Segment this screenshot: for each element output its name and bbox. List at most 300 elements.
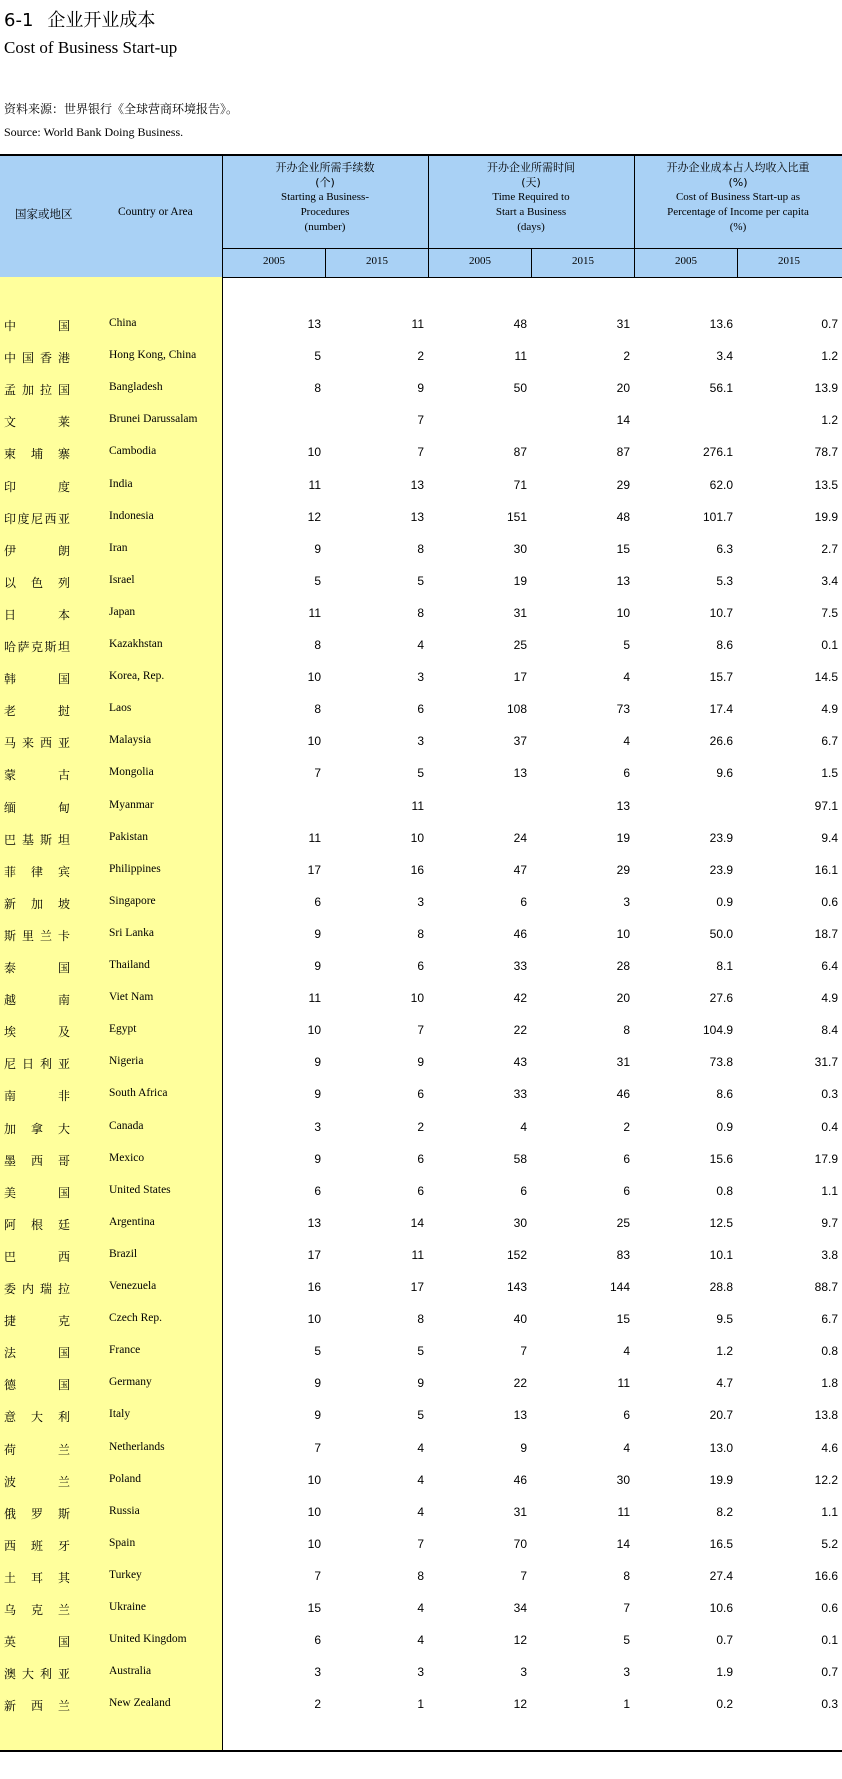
- table-cell: 26.6: [709, 734, 733, 749]
- table-row: [0, 927, 842, 959]
- country-name-en: Poland: [109, 1472, 141, 1485]
- country-name-cn: 巴西: [4, 1249, 70, 1264]
- table-cell: 15: [616, 541, 630, 556]
- table-cell: 2: [417, 1119, 424, 1134]
- table-cell: 4: [417, 1472, 424, 1487]
- country-name-cn: 波兰: [4, 1474, 70, 1489]
- table-cell: 6: [314, 1633, 321, 1648]
- country-name-cn: 越南: [4, 993, 70, 1008]
- table-row: [0, 1473, 842, 1505]
- header-country-en: Country or Area: [118, 206, 193, 218]
- country-name-cn: 缅甸: [4, 800, 70, 815]
- table-row: [0, 349, 842, 381]
- table-row: [0, 478, 842, 510]
- country-name-cn: 文莱: [4, 415, 70, 430]
- table-cell: 1.5: [821, 766, 838, 781]
- table-row: [0, 991, 842, 1023]
- country-name-en: Brazil: [109, 1247, 138, 1260]
- table-cell: 151: [506, 509, 527, 524]
- table-cell: 9: [314, 1376, 321, 1391]
- country-name-en: United Kingdom: [109, 1633, 187, 1646]
- table-row: [0, 638, 842, 670]
- table-cell: 25: [513, 638, 527, 652]
- country-name-en: France: [109, 1344, 141, 1357]
- table-cell: 5: [314, 349, 321, 364]
- table-cell: 9: [314, 1408, 321, 1423]
- table-cell: 88.7: [814, 1280, 838, 1294]
- table-cell: 7: [314, 1568, 321, 1583]
- table-row: [0, 1152, 842, 1184]
- table-cell: 11: [411, 317, 424, 331]
- table-cell: 4: [417, 638, 424, 652]
- table-cell: 6: [417, 1151, 424, 1166]
- table-cell: 6: [623, 1408, 630, 1423]
- table-cell: 1.9: [716, 1665, 733, 1680]
- table-cell: 46: [513, 926, 527, 941]
- table-cell: 6.7: [821, 1312, 838, 1327]
- table-cell: 7.5: [821, 605, 838, 620]
- table-cell: 10: [307, 1472, 321, 1487]
- table-cell: 0.7: [716, 1633, 733, 1648]
- country-name-en: Russia: [109, 1504, 140, 1517]
- table-cell: 13.5: [814, 477, 838, 492]
- table-row: [0, 381, 842, 413]
- table-cell: 17: [307, 862, 321, 877]
- table-row: [0, 542, 842, 574]
- table-cell: 8: [417, 1312, 424, 1327]
- table-cell: 11: [617, 1376, 630, 1391]
- table-cell: 0.2: [716, 1697, 733, 1712]
- table-row: [0, 1120, 842, 1152]
- table-row: [0, 1697, 842, 1729]
- table-cell: 13: [616, 573, 630, 588]
- country-name-cn: 中国香港: [4, 351, 70, 366]
- table-cell: 7: [520, 1344, 527, 1359]
- country-name-en: Indonesia: [109, 509, 154, 522]
- table-cell: 10: [616, 926, 630, 941]
- table-cell: 6: [417, 1183, 424, 1198]
- table-cell: 8: [417, 1568, 424, 1583]
- country-name-cn: 意大利: [4, 1410, 70, 1425]
- table-row: [0, 1087, 842, 1119]
- table-cell: 87: [616, 445, 630, 460]
- table-cell: 9: [417, 381, 424, 396]
- country-name-en: New Zealand: [109, 1697, 171, 1710]
- table-cell: 14.5: [814, 670, 838, 685]
- table-cell: 10: [410, 991, 424, 1006]
- table-row: [0, 1248, 842, 1280]
- table-cell: 13.8: [814, 1408, 838, 1423]
- header-group-cost: 开办企业成本占人均收入比重 (%) Cost of Business Start-up as Percentage of Income per capita (%): [666, 161, 810, 233]
- table-cell: 4.7: [716, 1376, 733, 1391]
- table-cell: 13.0: [709, 1440, 733, 1455]
- table-cell: 6: [520, 1183, 527, 1198]
- table-cell: 10: [307, 1536, 321, 1551]
- table-cell: 10: [307, 445, 321, 460]
- country-name-en: Germany: [109, 1376, 152, 1389]
- table-cell: 6: [623, 766, 630, 781]
- table-cell: 73.8: [709, 1055, 733, 1070]
- table-cell: 0.7: [821, 317, 838, 331]
- table-cell: 28: [616, 959, 630, 973]
- table-cell: 8.6: [716, 638, 733, 652]
- table-cell: 17: [513, 670, 527, 685]
- table-cell: 48: [616, 509, 630, 524]
- table-cell: 2.7: [821, 541, 838, 556]
- table-cell: 4.9: [821, 991, 838, 1006]
- table-cell: 48: [513, 317, 527, 331]
- source-note-en: Source: World Bank Doing Business.: [4, 125, 184, 139]
- table-cell: 9: [520, 1440, 527, 1455]
- table-cell: 6: [417, 959, 424, 973]
- country-name-cn: 乌克兰: [4, 1603, 70, 1617]
- table-cell: 6: [417, 702, 424, 717]
- country-name-en: China: [109, 317, 137, 329]
- table-cell: 10.6: [709, 1601, 733, 1615]
- country-name-en: Sri Lanka: [109, 926, 155, 939]
- table-cell: 43: [513, 1055, 527, 1070]
- table-cell: 11: [617, 1504, 630, 1519]
- table-cell: 29: [616, 862, 630, 877]
- table-cell: 5: [623, 638, 630, 652]
- table-cell: 7: [417, 1536, 424, 1551]
- table-cell: 6: [417, 1087, 424, 1102]
- table-cell: 7: [314, 1440, 321, 1455]
- table-cell: 11: [514, 349, 527, 364]
- table-cell: 10: [307, 670, 321, 685]
- country-name-cn: 哈萨克斯坦: [4, 640, 70, 654]
- table-cell: 12: [307, 509, 321, 524]
- table-cell: 10: [410, 830, 424, 845]
- country-name-en: Brunei Darussalam: [109, 413, 198, 426]
- table-cell: 5: [623, 1633, 630, 1648]
- table-row: [0, 510, 842, 542]
- table-row: [0, 1537, 842, 1569]
- header-year: 2005: [263, 255, 285, 267]
- country-name-cn: 伊朗: [4, 543, 70, 558]
- table-cell: 3.4: [821, 573, 838, 588]
- table-cell: 9: [314, 959, 321, 973]
- country-name-en: Netherlands: [109, 1440, 165, 1453]
- table-cell: 50.0: [709, 926, 733, 941]
- table-cell: 34: [513, 1601, 527, 1615]
- table-row: [0, 574, 842, 606]
- table-row: [0, 1633, 842, 1665]
- table-cell: 3.4: [716, 349, 733, 364]
- table-row: [0, 863, 842, 895]
- table-cell: 104.9: [702, 1023, 733, 1038]
- table-title-cn: 企业开业成本: [47, 10, 156, 31]
- table-cell: 70: [513, 1536, 527, 1551]
- table-cell: 14: [616, 413, 630, 428]
- country-name-en: Israel: [109, 573, 135, 586]
- table-cell: 5: [417, 573, 424, 588]
- table-cell: 28.8: [709, 1280, 733, 1294]
- table-cell: 143: [506, 1280, 527, 1294]
- table-cell: 6: [314, 894, 321, 909]
- table-cell: 7: [417, 413, 424, 428]
- country-name-cn: 德国: [4, 1378, 70, 1393]
- country-name-en: Japan: [109, 605, 136, 618]
- table-row: [0, 1216, 842, 1248]
- country-name-en: Malaysia: [109, 734, 152, 747]
- table-cell: 31.7: [814, 1055, 838, 1070]
- country-name-cn: 南非: [4, 1089, 70, 1104]
- table-cell: 5: [417, 766, 424, 781]
- country-name-cn: 以色列: [4, 575, 70, 590]
- table-cell: 8: [417, 605, 424, 620]
- table-cell: 2: [623, 1119, 630, 1134]
- table-cell: 13: [410, 477, 424, 492]
- table-cell: 33: [513, 1087, 527, 1102]
- table-cell: 1.2: [821, 413, 838, 428]
- table-cell: 6.3: [716, 541, 733, 556]
- table-cell: 0.7: [821, 1665, 838, 1680]
- table-body: [0, 277, 842, 1752]
- table-cell: 16.5: [709, 1536, 733, 1551]
- table-cell: 19.9: [814, 509, 838, 524]
- table-row: [0, 1408, 842, 1440]
- table-cell: 12: [513, 1633, 527, 1648]
- country-name-en: Laos: [109, 702, 132, 715]
- table-cell: 0.8: [821, 1344, 838, 1359]
- country-name-en: United States: [109, 1183, 171, 1196]
- table-cell: 6: [623, 1151, 630, 1166]
- table-cell: 10.1: [709, 1247, 733, 1262]
- table-cell: 11: [308, 830, 321, 845]
- table-cell: 8: [417, 541, 424, 556]
- table-cell: 16: [307, 1280, 321, 1294]
- table-row: [0, 959, 842, 991]
- table-row: [0, 831, 842, 863]
- table-cell: 17.9: [814, 1151, 838, 1166]
- table-cell: 4: [417, 1440, 424, 1455]
- table-row: [0, 799, 842, 831]
- table-cell: 9: [417, 1376, 424, 1391]
- country-name-en: Thailand: [109, 959, 150, 971]
- table-row: [0, 445, 842, 477]
- table-cell: 152: [506, 1247, 527, 1262]
- table-cell: 101.7: [702, 509, 733, 524]
- table-cell: 7: [314, 766, 321, 781]
- country-name-en: Venezuela: [109, 1280, 157, 1292]
- table-cell: 8.1: [716, 959, 733, 973]
- table-cell: 5: [314, 1344, 321, 1359]
- country-name-en: Nigeria: [109, 1055, 144, 1068]
- header-year: 2015: [572, 255, 594, 267]
- table-cell: 6: [520, 894, 527, 909]
- table-cell: 5: [417, 1344, 424, 1359]
- country-name-en: South Africa: [109, 1087, 168, 1100]
- country-name-en: Canada: [109, 1119, 144, 1132]
- table-cell: 5.2: [821, 1536, 838, 1551]
- table-cell: 47: [513, 862, 527, 877]
- table-cell: 3: [623, 894, 630, 909]
- table-cell: 2: [623, 349, 630, 364]
- table-cell: 13: [513, 1408, 527, 1423]
- table-cell: 78.7: [814, 445, 838, 460]
- table-cell: 40: [513, 1312, 527, 1327]
- country-name-cn: 法国: [4, 1346, 70, 1361]
- table-cell: 7: [417, 1023, 424, 1038]
- table-cell: 3: [417, 670, 424, 685]
- table-cell: 46: [616, 1087, 630, 1102]
- table-cell: 6: [314, 1183, 321, 1198]
- table-cell: 30: [616, 1472, 630, 1487]
- table-row: [0, 1184, 842, 1216]
- table-row: [0, 1312, 842, 1344]
- table-cell: 33: [513, 959, 527, 973]
- table-cell: 20.7: [709, 1408, 733, 1423]
- table-cell: 23.9: [709, 862, 733, 877]
- country-name-en: Viet Nam: [109, 991, 154, 1004]
- table-number: 6-1: [4, 10, 34, 31]
- table-cell: 50: [513, 381, 527, 396]
- table-cell: 1.8: [821, 1376, 838, 1391]
- country-name-en: Argentina: [109, 1215, 155, 1228]
- country-name-cn: 巴基斯坦: [4, 832, 70, 847]
- table-cell: 17.4: [709, 702, 733, 717]
- table-cell: 17: [410, 1280, 424, 1294]
- table-cell: 10: [307, 1504, 321, 1519]
- table-cell: 13: [307, 1215, 321, 1230]
- table-cell: 11: [308, 605, 321, 620]
- table-cell: 83: [616, 1247, 630, 1262]
- table-cell: 10: [307, 1312, 321, 1327]
- table-cell: 15: [616, 1312, 630, 1327]
- table-cell: 13.9: [814, 381, 838, 396]
- table-cell: 16: [410, 862, 424, 877]
- country-name-cn: 美国: [4, 1185, 70, 1200]
- table-cell: 14: [410, 1215, 424, 1230]
- table-cell: 7: [520, 1568, 527, 1583]
- table-cell: 4: [520, 1119, 527, 1134]
- country-name-cn: 英国: [4, 1635, 70, 1650]
- table-cell: 9: [314, 1087, 321, 1102]
- table-cell: 9.6: [716, 766, 733, 781]
- table-cell: 8: [623, 1568, 630, 1583]
- table-cell: 8.2: [716, 1504, 733, 1519]
- table-cell: 5: [314, 573, 321, 588]
- table-cell: 29: [616, 477, 630, 492]
- table-cell: 4.6: [821, 1440, 838, 1455]
- table-cell: 3: [417, 734, 424, 749]
- table-cell: 27.4: [709, 1568, 733, 1583]
- table-cell: 9.4: [821, 830, 838, 845]
- table-cell: 1.1: [821, 1504, 838, 1519]
- table-cell: 13: [410, 509, 424, 524]
- country-name-en: Pakistan: [109, 830, 148, 843]
- header-year: 2005: [675, 255, 697, 267]
- country-name-cn: 新加坡: [4, 896, 70, 911]
- table-cell: 6: [623, 1183, 630, 1198]
- table-cell: 13: [307, 317, 321, 331]
- table-cell: 4: [623, 1440, 630, 1455]
- country-name-en: Ukraine: [109, 1601, 147, 1613]
- table-cell: 24: [513, 830, 527, 845]
- table-cell: 5: [417, 1408, 424, 1423]
- table-cell: 15: [307, 1601, 321, 1615]
- table-cell: 6.7: [821, 734, 838, 749]
- table-row: [0, 606, 842, 638]
- table-cell: 19: [616, 830, 630, 845]
- table-cell: 7: [417, 445, 424, 460]
- table-cell: 12.5: [709, 1215, 733, 1230]
- country-name-cn: 澳大利亚: [4, 1667, 70, 1682]
- table-cell: 144: [609, 1280, 630, 1294]
- table-cell: 8: [314, 702, 321, 717]
- table-cell: 13.6: [709, 317, 733, 331]
- table-row: [0, 1055, 842, 1087]
- country-name-cn: 中国: [4, 319, 70, 333]
- table-cell: 9: [417, 1055, 424, 1070]
- table-row: [0, 1569, 842, 1601]
- country-name-cn: 新西兰: [4, 1699, 70, 1714]
- table-cell: 8.6: [716, 1087, 733, 1102]
- table-cell: 15.6: [709, 1151, 733, 1166]
- country-name-en: Italy: [109, 1408, 131, 1421]
- table-cell: 2: [417, 349, 424, 364]
- country-name-en: Turkey: [109, 1568, 142, 1581]
- table-cell: 4: [417, 1601, 424, 1615]
- country-name-cn: 老挝: [4, 704, 70, 719]
- country-name-en: Hong Kong, China: [109, 349, 197, 362]
- table-row: [0, 1023, 842, 1055]
- table-cell: 0.6: [821, 894, 838, 909]
- table-cell: 30: [513, 541, 527, 556]
- table-cell: 11: [308, 991, 321, 1006]
- country-name-cn: 荷兰: [4, 1442, 70, 1457]
- table-cell: 23.9: [709, 830, 733, 845]
- table-cell: 22: [513, 1023, 527, 1038]
- table-cell: 3: [623, 1665, 630, 1680]
- table-cell: 73: [616, 702, 630, 717]
- table-cell: 15.7: [709, 670, 733, 685]
- table-cell: 19: [513, 573, 527, 588]
- table-cell: 4: [417, 1633, 424, 1648]
- country-name-en: Singapore: [109, 894, 156, 907]
- country-name-cn: 蒙古: [4, 768, 70, 783]
- table-row: [0, 1505, 842, 1537]
- table-cell: 0.4: [821, 1119, 838, 1134]
- table-cell: 9: [314, 1151, 321, 1166]
- table-cell: 17: [307, 1247, 321, 1262]
- table-cell: 0.8: [716, 1183, 733, 1198]
- table-cell: 3: [520, 1665, 527, 1680]
- table-cell: 3: [417, 1665, 424, 1680]
- table-cell: 97.1: [814, 798, 838, 813]
- country-name-cn: 阿根廷: [4, 1217, 70, 1232]
- table-cell: 3: [314, 1665, 321, 1680]
- table-cell: 0.9: [716, 894, 733, 909]
- table-cell: 276.1: [702, 445, 733, 460]
- table-cell: 11: [308, 477, 321, 492]
- table-cell: 0.3: [821, 1087, 838, 1102]
- table-row: [0, 734, 842, 766]
- table-cell: 10: [616, 605, 630, 620]
- country-name-cn: 委内瑞拉: [4, 1282, 70, 1296]
- table-cell: 9: [314, 1055, 321, 1070]
- table-row: [0, 1376, 842, 1408]
- table-row: [0, 766, 842, 798]
- table-cell: 20: [616, 381, 630, 396]
- country-name-cn: 韩国: [4, 672, 70, 687]
- table-cell: 10.7: [709, 605, 733, 620]
- table-cell: 9: [314, 541, 321, 556]
- country-name-cn: 埃及: [4, 1025, 70, 1040]
- table-cell: 31: [513, 605, 527, 620]
- table-cell: 31: [513, 1504, 527, 1519]
